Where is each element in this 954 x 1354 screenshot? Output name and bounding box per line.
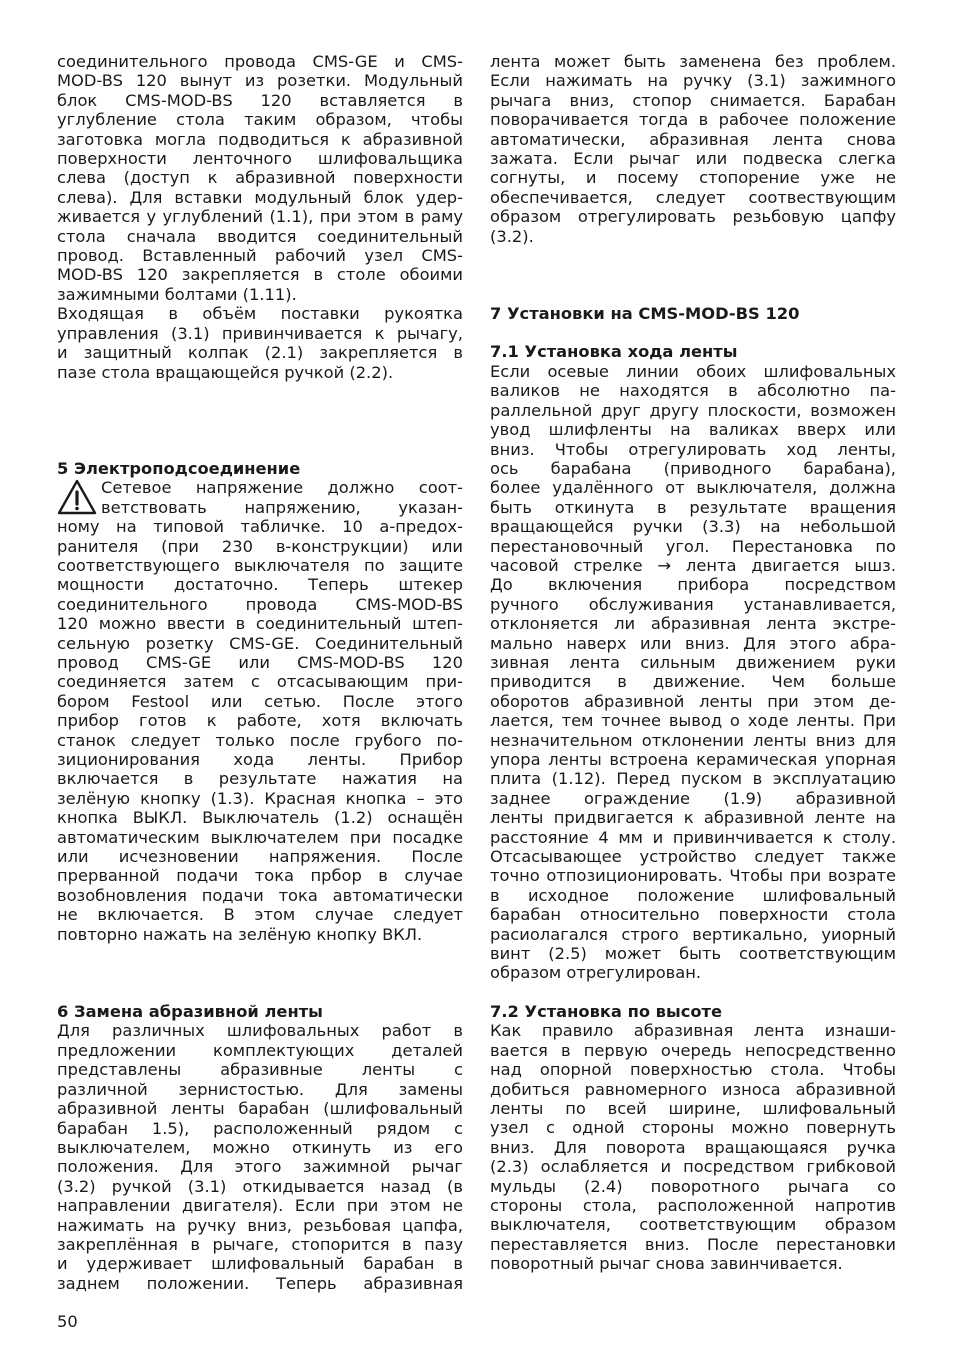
text-line: упора ленты встроена керамическая упорная [490,750,896,769]
text-line: направлении двигателя). Если при этом не [57,1196,463,1216]
text-line: лается, тем точнее вывод о ходе ленты. При [490,711,896,731]
text-line: закреплённая в рычаге, стопорится в пазу [57,1234,463,1254]
text-line: До включения прибора посредством [490,575,896,595]
text-line: вниз. Для поворота вращающаяся ручка [490,1137,896,1157]
text-line: (3.2) ручкой (3.1) откидывается назад (в [57,1176,463,1196]
text-line: и защитный колпак (2.1) закрепляется в [57,343,463,363]
text-line: провод CMS-GE или CMS-MOD-BS 120 [57,652,463,672]
text-line: сельную розетку CMS-GE. Соединительный [57,633,463,653]
text-line: перестановочный угол. Перестановка по [490,536,896,556]
text-line: поворотный рычаг снова завинчивается. [490,1254,843,1274]
text-line: увод шлифленты на валиках вверх или [490,420,896,440]
text-line: живается у углублений (1.1), при этом в раму [57,207,463,227]
text-line: соединительного провода CMS-MOD-BS [57,594,463,614]
right-column [490,52,896,1274]
text-line: (2.3) ослабляется и посредством грибковой [490,1157,896,1177]
text-line: Отсасывающее устройство следует также [490,847,896,867]
section-5-body [57,517,463,944]
text-line: заднем положении. Теперь абразивная [57,1273,463,1293]
text-line: добиться равномерного износа абразивной [490,1079,896,1099]
text-line: валиков не находятся в абсолютно па- [490,381,896,401]
text-line: мально наверх или вниз. Для этого абра- [490,633,896,653]
text-line: Входящая в объём поставки рукоятка [57,304,463,324]
text-line: прерванной подачи тока прбор в случае [57,866,463,886]
text-line: ранителя (при 230 в-конструкции) или [57,536,463,556]
text-line: нажимать на ручку вниз, резьбовая цапфа, [57,1215,463,1235]
warning-text [101,478,463,517]
text-line: согнуты, и посему стопорение уже не [490,168,896,188]
text-line: переставляется вниз. После перестановки [490,1234,896,1254]
text-line: незначительном отклонении ленты вниз для [490,730,896,750]
text-line: ось барабана (приводного барабана), [490,458,896,478]
warning-triangle-icon [57,479,97,515]
section-7-2-heading: 7.2 Установка по высоте [490,1001,723,1021]
section-6-body [57,1021,463,1293]
text-line: Если нажимать на ручку (3.1) зажимного [490,71,896,91]
text-line: мульды (2.4) поворотного рычага со [490,1176,896,1196]
text-line: расиолагался строго вертикально, уиорный [490,924,896,944]
text-line: зивная лента сильным движением руки [490,652,896,672]
text-line: MOD-BS 120 вынут из розетки. Модульный [57,71,463,91]
text-line: зиционирования хода ленты. Прибор [57,750,463,769]
text-line: выключателя, соответствующим образом [490,1215,896,1235]
text-line: Если осевые линии обоих шлифовальных [490,361,896,381]
text-line: приводится в движение. Чем больше [490,672,896,692]
text-line: в исходное положение шлифовальный [490,885,896,905]
text-line: включается в результате нажатия на [57,769,463,789]
text-line: положения. Для этого зажимной рычаг [57,1157,463,1177]
text-line: образом отрегулировать резьбовую цапфу [490,207,896,227]
text-line: станок следует только после грубого по- [57,730,463,750]
text-line: образом отрегулирован. [490,963,702,983]
text-line: ленты придвигается к абразивной ленте на [490,808,896,828]
text-line: быть откинута в результате вращения [490,497,896,517]
text-line: и удерживает шлифовальный барабан в [57,1254,463,1274]
text-line: расстояние 4 мм и привинчивается к столу. [490,827,896,847]
text-line: 120 можно ввести в соединительный штеп- [57,614,463,634]
text-line: провод. Вставленный рабочий узел CMS- [57,246,463,266]
text-line: раллельной друг другу плоскости, возможен [490,400,896,420]
text-line: узел с одной стороны можно повернуть [490,1118,896,1138]
text-line: предложении комплектующих деталей [57,1040,463,1060]
text-line: соединяется затем с отсасывающим при- [57,672,463,692]
text-line: блок CMS-MOD-BS 120 вставляется в [57,90,463,110]
section-5-heading: 5 Электроподсоединение [57,458,301,478]
text-line: представлены абразивные ленты с [57,1060,463,1080]
text-line: стороны стола, расположенной напротив [490,1195,896,1215]
text-line: оборотов абразивной ленты при этом де- [490,691,896,711]
text-line: заднее ограждение (1.9) абразивной [490,788,896,808]
text-line: барабан относительно поверхности стола [490,905,896,925]
text-line: обеспечивается, следует соотвествующим [490,187,896,207]
section-7-heading: 7 Установки на CMS-MOD-BS 120 [490,304,800,324]
text-line: соединительного провода CMS-GE и CMS- [57,52,463,71]
text-line: вращающейся ручки (3.3) на небольшой [490,517,896,537]
text-line: ручного обслуживания устанавливается, [490,594,896,614]
page-number: 50 [57,1312,78,1331]
text-line: Сетевое напряжение должно соот- [101,478,463,498]
text-line: слева). Для вставки модульный блок удер- [57,187,463,207]
text-line: автоматическим выключателем при посадке [57,827,463,847]
text-line: повторно нажать на зелёную кнопку ВКЛ. [57,924,423,944]
text-line: точно отпозиционировать. Чтобы при возрате [490,866,896,886]
continuation-paragraph [490,52,896,246]
section-7-1-body [490,362,896,983]
text-line: зажимными болтами (1.11). [57,284,297,304]
text-line: поверхности ленточного шлифовальщика [57,149,463,169]
intro-paragraph-2 [57,304,463,382]
text-line: винт (2.5) может быть соответствующим [490,944,896,964]
text-line: углубление стола таким образом, чтобы [57,110,463,130]
text-line: различной зернистостью. Для замены [57,1079,463,1099]
text-line: автоматически, абразивная лента снова [490,129,896,149]
text-line: зажата. Если рычаг или подвеска слегка [490,149,896,169]
intro-paragraph [57,52,463,304]
text-line: пазе стола вращающейся ручкой (2.2). [57,362,394,382]
section-6-heading: 6 Замена абразивной ленты [57,1002,323,1022]
text-line: управления (3.1) привинчивается к рычагу, [57,323,463,343]
text-line: ному на типовой табличке. 10 а-предох- [57,517,463,537]
text-line: ленты по всей ширине, шлифовальный [490,1098,896,1118]
text-line: MOD-BS 120 закрепляется в столе обоими [57,265,463,285]
left-column [57,52,463,1293]
text-line: слева (доступ к абразивной поверхности [57,168,463,188]
text-line: кнопка ВЫКЛ. Выключатель (1.2) оснащён [57,808,463,828]
text-line: рычага вниз, стопор снимается. Барабан [490,90,896,110]
text-line: зелёную кнопку (1.3). Красная кнопка – это [57,788,463,808]
text-line: абразивной ленты барабан (шлифовальный [57,1099,463,1119]
text-line: заготовка могла подводиться к абразивной [57,129,463,149]
text-line: стола сначала вводится соединительный [57,226,463,246]
text-line: выключателем, можно откинуть из его [57,1137,463,1157]
text-line: не включается. В этом случае следует [57,905,463,925]
text-line: вается в первую очередь непосредственно [490,1040,896,1060]
text-line: возобновления подачи тока автоматически [57,885,463,905]
text-line: плита (1.12). Перед пуском в эксплуатацию [490,769,896,789]
text-line: барабан 1.5), расположенный рядом с [57,1118,463,1138]
text-line: (3.2). [490,226,534,246]
text-line: прибор готов к работе, хотя включать [57,711,463,731]
section-7-2-body [490,1021,896,1273]
section-7-1-heading: 7.1 Установка хода ленты [490,342,738,362]
text-line: бором Festool или сетью. После этого [57,691,463,711]
text-line: вниз. Чтобы отрегулировать ход ленты, [490,439,896,459]
text-line: Как правило абразивная лента изнаши- [490,1021,896,1041]
text-line: ветствовать напряжению, указан- [101,497,463,517]
text-line: часовой стрелке → лента двигается ышз. [490,555,896,575]
text-line: отклоняется ли абразивная лента экстре- [490,614,896,634]
text-line: над опорной поверхностью стола. Чтобы [490,1060,896,1080]
text-line: поворачивается тогда в рабочее положение [490,110,896,130]
text-line: лента может быть заменена без проблем. [490,52,896,71]
text-line: более удалённого от выключателя, должна [490,478,896,498]
text-line: соответствующего выключателя по защите [57,555,463,575]
text-line: Для различных шлифовальных работ в [57,1021,463,1041]
warning-block [57,478,463,517]
text-line: мощности достаточно. Теперь штекер [57,575,463,595]
text-line: или исчезновении напряжения. После [57,847,463,867]
